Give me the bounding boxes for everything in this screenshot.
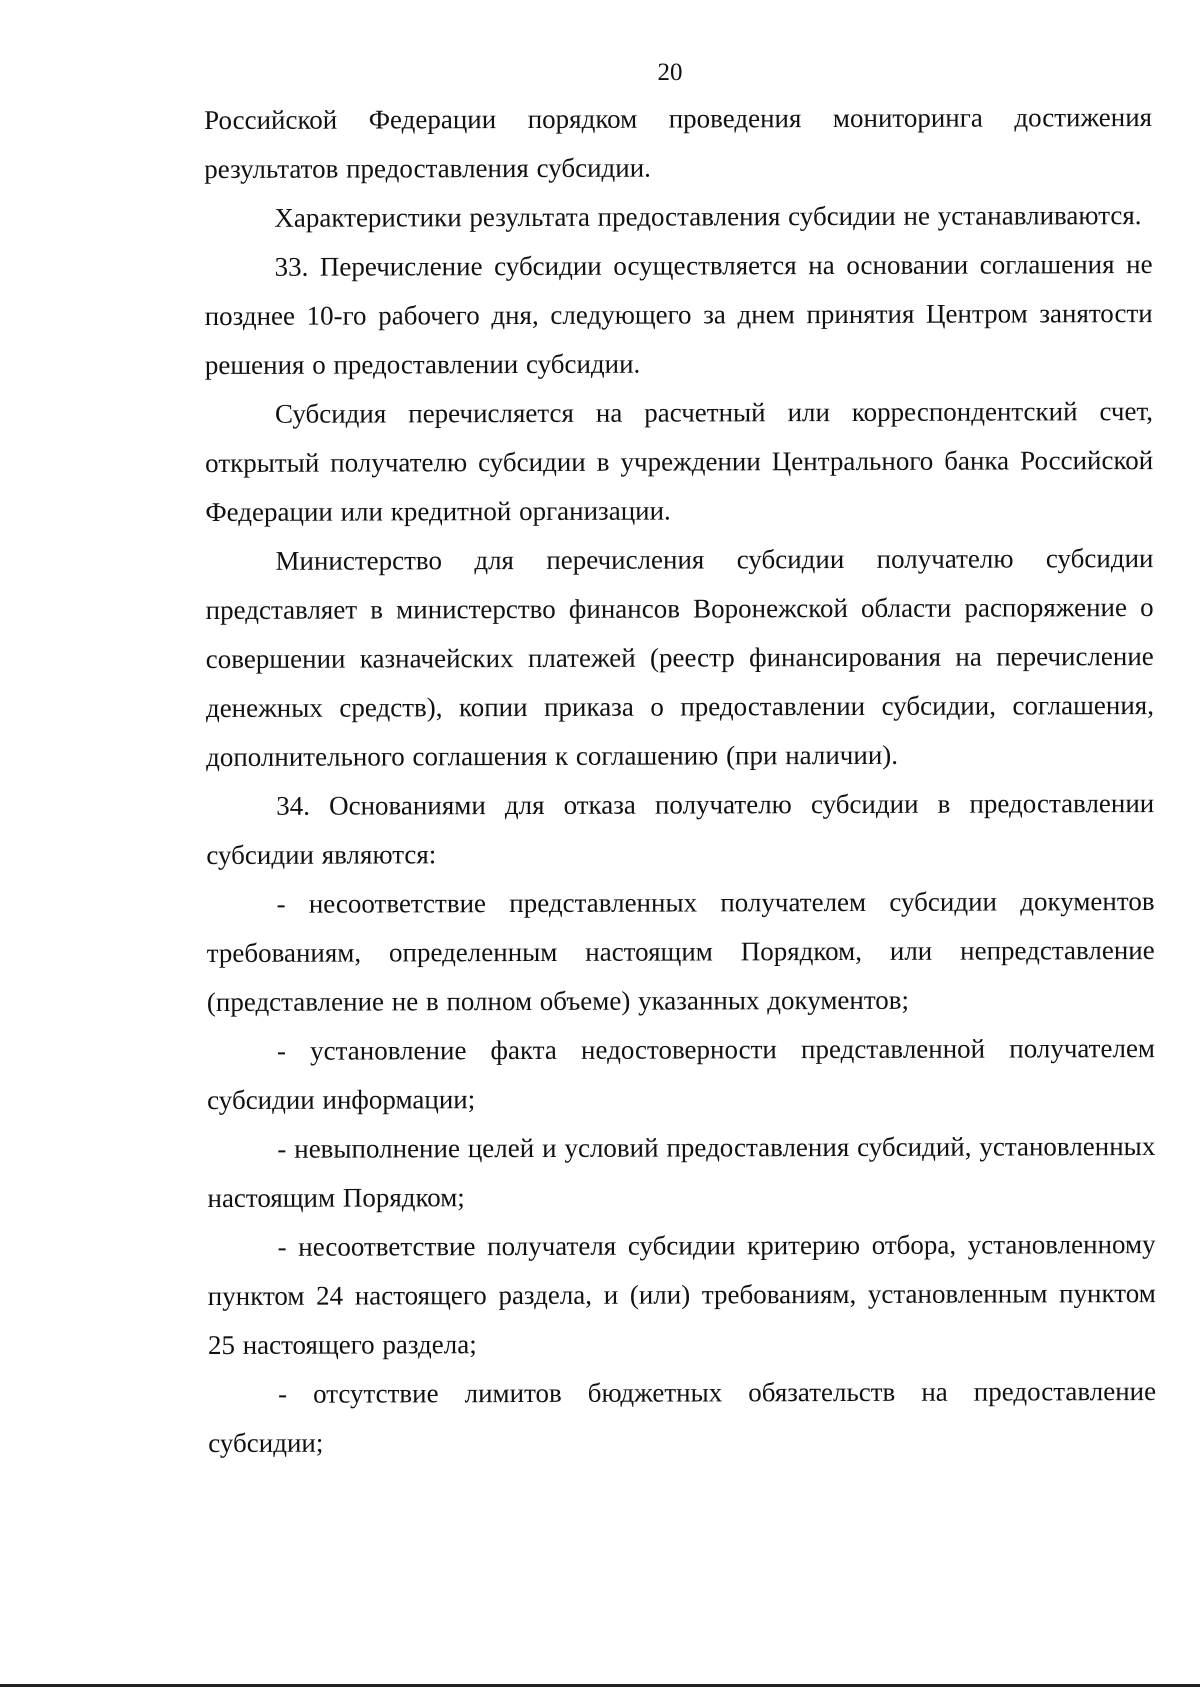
- list-item-conditions-not-met: - невыполнение целей и условий предоставления субсидий, установленных настоящим Порядком;: [207, 1131, 1156, 1213]
- paragraph-subsidy-transfer-account: Субсидия перечисляется на расчетный или корреспондентский счет, открытый получателю субсидии в учреждении Центрального банка Российской Федерации или кредитной организации.: [205, 396, 1154, 527]
- page-number: 20: [657, 59, 683, 86]
- list-item-no-budget-limits: - отсутствие лимитов бюджетных обязательств на предоставление субсидии;: [208, 1376, 1157, 1458]
- paragraph-item-33: 33. Перечисление субсидии осуществляется на основании соглашения не позднее 10-го рабочего дня, следующего за днем принятия Центром занятости решения о предоставлении субсидии.: [204, 249, 1153, 380]
- list-item-criteria-mismatch: - несоответствие получателя субсидии критерию отбора, установленному пунктом 24 настоящего раздела, и (или) требованиям, установленным пунктом 25 настоящего раздела;: [207, 1229, 1156, 1360]
- list-item-documents-mismatch: - несоответствие представленных получателем субсидии документов требованиям, определенным настоящим Порядком, или непредставление (представление не в полном объеме) указанных документов;: [206, 886, 1155, 1017]
- list-item-false-information: - установление факта недостоверности представленной получателем субсидии информации;: [207, 1033, 1156, 1115]
- paragraph-ministry-order: Министерство для перечисления субсидии получателю субсидии представляет в министерство финансов Воронежской области распоряжение о совершении казначейских платежей (реестр финансирования на перечисление денежных средств), копии приказа о предоставлении субсидии, соглашения, дополнительного соглашения к соглашению (при наличии).: [205, 543, 1154, 772]
- paragraph-monitoring-continuation: Российской Федерации порядком проведения мониторинга достижения результатов предоставления субсидии.: [204, 102, 1153, 184]
- document-body: [204, 93, 1156, 1468]
- page-bottom-edge: [0, 1684, 1200, 1687]
- paragraph-result-characteristics: Характеристики результата предоставления субсидии не устанавливаются.: [274, 200, 1142, 233]
- paragraph-item-34: 34. Основаниями для отказа получателю субсидии в предоставлении субсидии являются:: [206, 788, 1155, 870]
